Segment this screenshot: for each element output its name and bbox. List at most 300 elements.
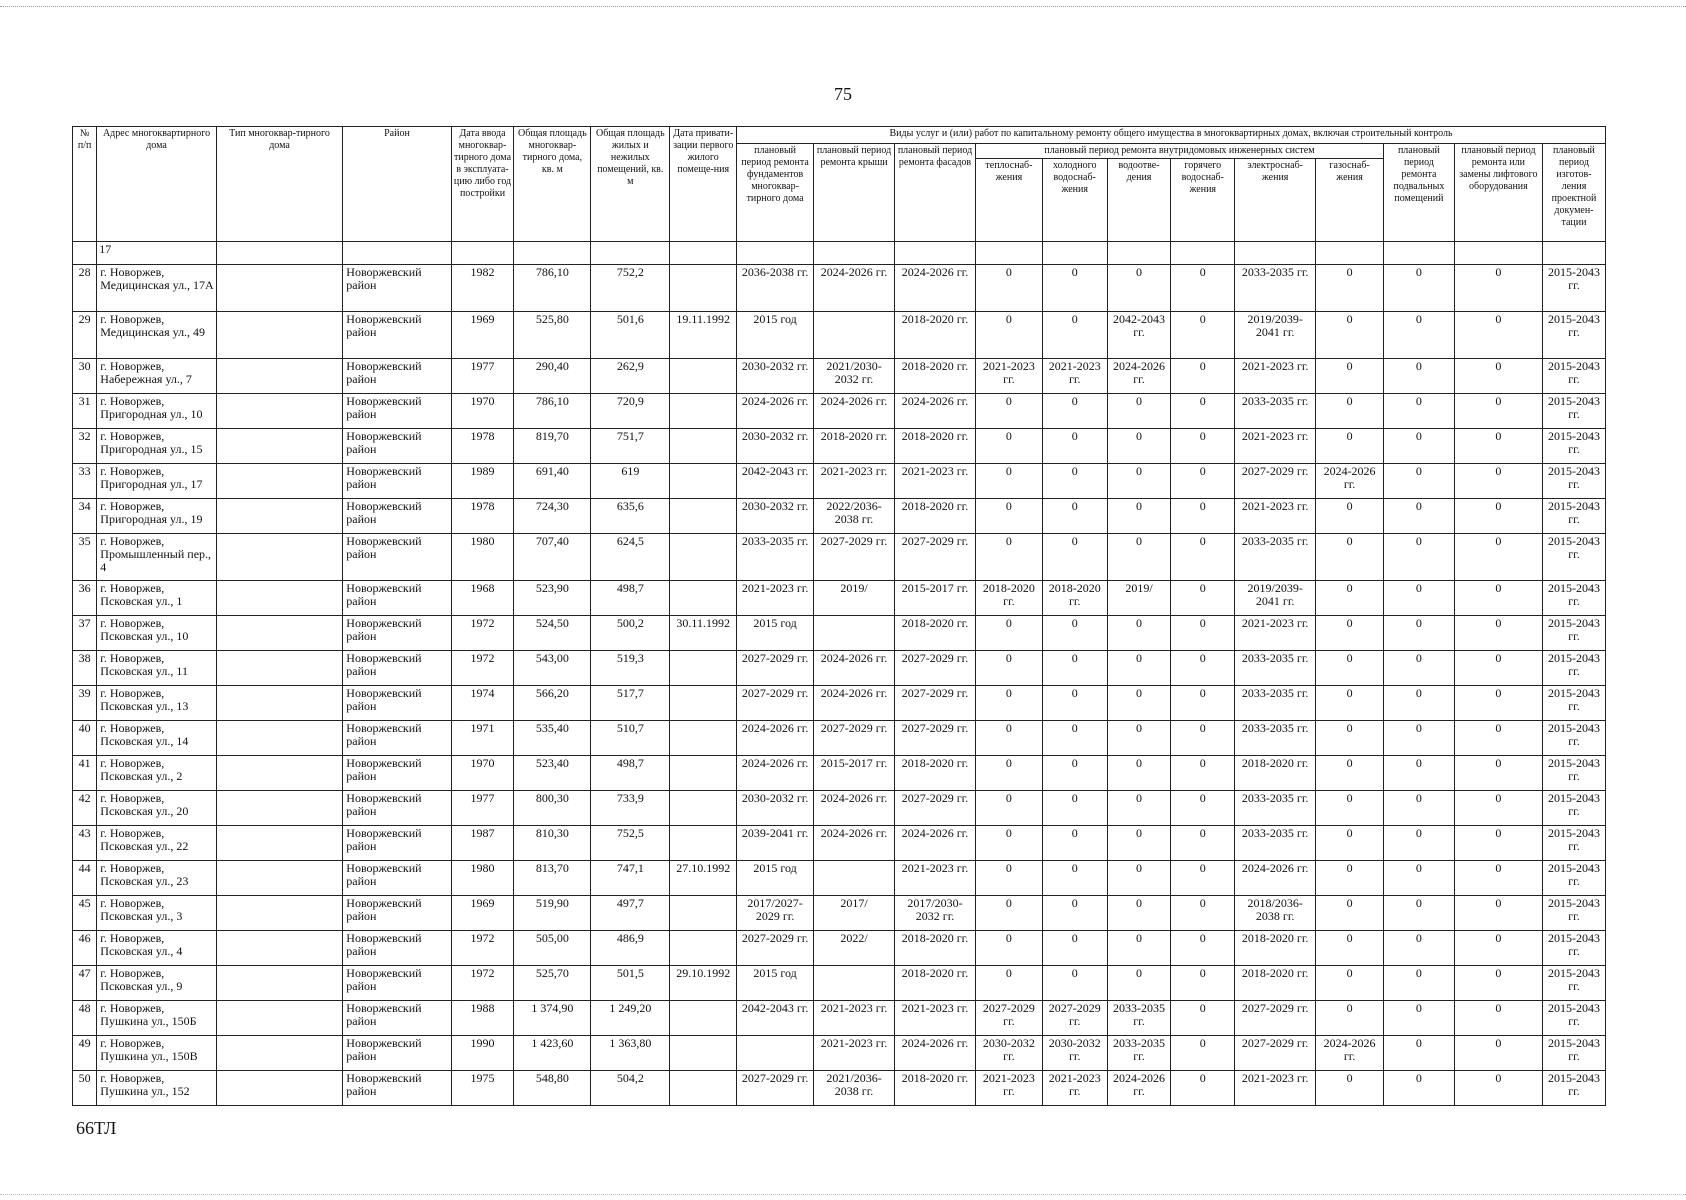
table-row (73, 464, 1606, 499)
row-living-area: 486,9 (591, 931, 670, 966)
row-cold-water: 0 (1042, 686, 1107, 721)
row-drainage: 0 (1107, 966, 1171, 1001)
table-row (73, 429, 1606, 464)
row-design-doc: 2015-2043 гг. (1542, 756, 1605, 791)
row-foundation: 2015 год (737, 312, 814, 359)
row-year: 1972 (451, 651, 514, 686)
row-living-area: 501,5 (591, 966, 670, 1001)
row-electric: 2027-2029 гг. (1235, 464, 1316, 499)
row-privatization-date: 27.10.1992 (670, 861, 737, 896)
row-hot-water: 0 (1171, 791, 1235, 826)
row-design-doc: 2015-2043 гг. (1542, 581, 1605, 616)
row-year: 1988 (451, 1001, 514, 1036)
row-electric: 2027-2029 гг. (1235, 1036, 1316, 1071)
row-facade: 2024-2026 гг. (895, 394, 976, 429)
row-hot-water: 0 (1171, 464, 1235, 499)
table-row (73, 826, 1606, 861)
row-address: г. Новоржев, Псковская ул., 10 (97, 616, 216, 651)
header-roof: плановый период ремонта крыши (814, 144, 895, 242)
row-facade: 2015-2017 гг. (895, 581, 976, 616)
row-living-area: 262,9 (591, 359, 670, 394)
row-living-area: 720,9 (591, 394, 670, 429)
row-drainage: 2024-2026 гг. (1107, 359, 1171, 394)
row-foundation: 2030-2032 гг. (737, 791, 814, 826)
row-elevator: 0 (1454, 581, 1542, 616)
row-foundation: 2030-2032 гг. (737, 359, 814, 394)
header-elevator: плановый период ремонта или замены лифтового оборудования (1454, 144, 1542, 242)
row-foundation: 2017/2027-2029 гг. (737, 896, 814, 931)
row-heat: 2021-2023 гг. (976, 359, 1043, 394)
table-row (73, 931, 1606, 966)
row-heat: 0 (976, 534, 1043, 581)
row-drainage: 2033-2035 гг. (1107, 1036, 1171, 1071)
row-design-doc: 2015-2043 гг. (1542, 359, 1605, 394)
row-heat: 0 (976, 861, 1043, 896)
row-hot-water: 0 (1171, 931, 1235, 966)
row-privatization-date (670, 1071, 737, 1106)
row-district: Новоржевский район (343, 756, 451, 791)
row-cold-water: 0 (1042, 312, 1107, 359)
row-address: г. Новоржев, Медицинская ул., 49 (97, 312, 216, 359)
row-design-doc: 2015-2043 гг. (1542, 499, 1605, 534)
row-privatization-date (670, 1036, 737, 1071)
row-heat: 2021-2023 гг. (976, 1071, 1043, 1106)
row-design-doc: 2015-2043 гг. (1542, 826, 1605, 861)
row-cold-water: 0 (1042, 464, 1107, 499)
row-type (216, 359, 343, 394)
row-year: 1972 (451, 931, 514, 966)
header-total-area: Общая площадь многоквар-тирного дома, кв. м (514, 127, 591, 242)
row-elevator: 0 (1454, 651, 1542, 686)
table-row (73, 616, 1606, 651)
row-number: 44 (73, 861, 97, 896)
table-row (73, 394, 1606, 429)
row-foundation: 2024-2026 гг. (737, 721, 814, 756)
row-gas: 0 (1316, 791, 1384, 826)
row-foundation: 2027-2029 гг. (737, 1071, 814, 1106)
row-electric: 2033-2035 гг. (1235, 394, 1316, 429)
row-year: 1971 (451, 721, 514, 756)
row-living-area: 751,7 (591, 429, 670, 464)
row-type (216, 651, 343, 686)
row-drainage: 0 (1107, 265, 1171, 312)
row-gas: 0 (1316, 756, 1384, 791)
row-type (216, 1001, 343, 1036)
row-elevator: 0 (1454, 1071, 1542, 1106)
row-basement: 0 (1383, 429, 1454, 464)
table-row (73, 359, 1606, 394)
row-type (216, 966, 343, 1001)
row-electric: 2018-2020 гг. (1235, 966, 1316, 1001)
row-drainage: 0 (1107, 394, 1171, 429)
row-type (216, 464, 343, 499)
row-district: Новоржевский район (343, 686, 451, 721)
row-privatization-date: 30.11.1992 (670, 616, 737, 651)
row-cold-water: 0 (1042, 534, 1107, 581)
row-electric: 2019/2039-2041 гг. (1235, 312, 1316, 359)
row-electric: 2018-2020 гг. (1235, 931, 1316, 966)
row-roof (814, 616, 895, 651)
table-row (73, 721, 1606, 756)
row-type (216, 265, 343, 312)
row-number: 30 (73, 359, 97, 394)
row-electric: 2021-2023 гг. (1235, 429, 1316, 464)
row-cold-water: 0 (1042, 265, 1107, 312)
row-type (216, 394, 343, 429)
row-cold-water: 0 (1042, 966, 1107, 1001)
row-year: 1977 (451, 359, 514, 394)
header-type: Тип многоквар-тирного дома (216, 127, 343, 242)
row-number: 45 (73, 896, 97, 931)
row-address: г. Новоржев, Пушкина ул., 150Б (97, 1001, 216, 1036)
row-drainage: 2019/ (1107, 581, 1171, 616)
row-basement: 0 (1383, 1036, 1454, 1071)
row-heat: 0 (976, 931, 1043, 966)
row-district: Новоржевский район (343, 359, 451, 394)
row-roof: 2024-2026 гг. (814, 394, 895, 429)
row-gas: 0 (1316, 651, 1384, 686)
row-living-area: 752,5 (591, 826, 670, 861)
table-row (73, 499, 1606, 534)
row-electric: 2021-2023 гг. (1235, 359, 1316, 394)
table-row (73, 312, 1606, 359)
table-row (73, 966, 1606, 1001)
header-privatization-date: Дата привати-зации первого жилого помеще-ния (670, 127, 737, 242)
continuation-text: 17 (97, 242, 216, 265)
row-gas: 0 (1316, 721, 1384, 756)
row-roof: 2021/2036-2038 гг. (814, 1071, 895, 1106)
row-drainage: 2024-2026 гг. (1107, 1071, 1171, 1106)
row-hot-water: 0 (1171, 1001, 1235, 1036)
row-facade: 2018-2020 гг. (895, 312, 976, 359)
row-basement: 0 (1383, 686, 1454, 721)
row-design-doc: 2015-2043 гг. (1542, 686, 1605, 721)
row-gas: 0 (1316, 1001, 1384, 1036)
row-privatization-date (670, 534, 737, 581)
row-number: 43 (73, 826, 97, 861)
row-cold-water: 0 (1042, 826, 1107, 861)
row-electric: 2018/2036-2038 гг. (1235, 896, 1316, 931)
row-basement: 0 (1383, 1071, 1454, 1106)
page-number: 75 (834, 84, 852, 104)
row-foundation: 2033-2035 гг. (737, 534, 814, 581)
row-privatization-date (670, 651, 737, 686)
row-elevator: 0 (1454, 721, 1542, 756)
row-gas: 0 (1316, 826, 1384, 861)
row-design-doc: 2015-2043 гг. (1542, 312, 1605, 359)
header-basement: плановый период ремонта подвальных помещений (1383, 144, 1454, 242)
row-cold-water: 0 (1042, 791, 1107, 826)
header-works-group: Виды услуг и (или) работ по капитальному ремонту общего имущества в многоквартирных домах, включая строительный контроль (737, 127, 1606, 144)
row-total-area: 523,40 (514, 756, 591, 791)
row-heat: 0 (976, 791, 1043, 826)
row-year: 1980 (451, 534, 514, 581)
row-privatization-date (670, 721, 737, 756)
row-basement: 0 (1383, 651, 1454, 686)
row-hot-water: 0 (1171, 394, 1235, 429)
row-district: Новоржевский район (343, 966, 451, 1001)
row-roof: 2021/2030-2032 гг. (814, 359, 895, 394)
row-privatization-date (670, 581, 737, 616)
row-cold-water: 2018-2020 гг. (1042, 581, 1107, 616)
header-drainage: водоотве-дения (1107, 159, 1171, 242)
row-elevator: 0 (1454, 896, 1542, 931)
header-address: Адрес многоквартирного дома (97, 127, 216, 242)
row-type (216, 721, 343, 756)
row-heat: 0 (976, 966, 1043, 1001)
table-row (73, 651, 1606, 686)
row-roof: 2018-2020 гг. (814, 429, 895, 464)
row-type (216, 429, 343, 464)
row-design-doc: 2015-2043 гг. (1542, 896, 1605, 931)
row-hot-water: 0 (1171, 721, 1235, 756)
row-district: Новоржевский район (343, 394, 451, 429)
table-row (73, 896, 1606, 931)
row-drainage: 0 (1107, 534, 1171, 581)
row-gas: 0 (1316, 394, 1384, 429)
row-facade: 2024-2026 гг. (895, 265, 976, 312)
row-roof: 2024-2026 гг. (814, 826, 895, 861)
row-type (216, 1036, 343, 1071)
row-electric: 2024-2026 гг. (1235, 861, 1316, 896)
row-elevator: 0 (1454, 756, 1542, 791)
row-elevator: 0 (1454, 534, 1542, 581)
row-year: 1978 (451, 429, 514, 464)
row-district: Новоржевский район (343, 791, 451, 826)
header-cold-water: холодного водоснаб-жения (1042, 159, 1107, 242)
row-facade: 2018-2020 гг. (895, 429, 976, 464)
row-heat: 0 (976, 394, 1043, 429)
row-gas: 0 (1316, 265, 1384, 312)
header-num: № п/п (73, 127, 97, 242)
row-elevator: 0 (1454, 791, 1542, 826)
row-cold-water: 2030-2032 гг. (1042, 1036, 1107, 1071)
row-living-area: 752,2 (591, 265, 670, 312)
row-privatization-date (670, 791, 737, 826)
row-facade: 2021-2023 гг. (895, 464, 976, 499)
row-drainage: 0 (1107, 791, 1171, 826)
row-drainage: 0 (1107, 826, 1171, 861)
header-foundation: плановый период ремонта фундаментов многоквар-тирного дома (737, 144, 814, 242)
row-facade: 2018-2020 гг. (895, 966, 976, 1001)
row-gas: 0 (1316, 931, 1384, 966)
row-cold-water: 0 (1042, 861, 1107, 896)
row-facade: 2027-2029 гг. (895, 534, 976, 581)
row-year: 1978 (451, 499, 514, 534)
row-heat: 0 (976, 616, 1043, 651)
row-design-doc: 2015-2043 гг. (1542, 429, 1605, 464)
row-district: Новоржевский район (343, 1071, 451, 1106)
capital-repair-table (72, 126, 1606, 1106)
row-type (216, 534, 343, 581)
row-number: 42 (73, 791, 97, 826)
row-district: Новоржевский район (343, 721, 451, 756)
row-basement: 0 (1383, 966, 1454, 1001)
row-basement: 0 (1383, 791, 1454, 826)
row-year: 1989 (451, 464, 514, 499)
row-district: Новоржевский район (343, 616, 451, 651)
row-gas: 0 (1316, 686, 1384, 721)
row-district: Новоржевский район (343, 1036, 451, 1071)
row-facade: 2027-2029 гг. (895, 791, 976, 826)
row-address: г. Новоржев, Псковская ул., 11 (97, 651, 216, 686)
row-design-doc: 2015-2043 гг. (1542, 265, 1605, 312)
row-number: 31 (73, 394, 97, 429)
row-heat: 0 (976, 686, 1043, 721)
row-living-area: 519,3 (591, 651, 670, 686)
row-basement: 0 (1383, 534, 1454, 581)
row-district: Новоржевский район (343, 861, 451, 896)
row-facade: 2024-2026 гг. (895, 826, 976, 861)
row-number: 34 (73, 499, 97, 534)
row-roof: 2017/ (814, 896, 895, 931)
row-heat: 0 (976, 464, 1043, 499)
row-type (216, 896, 343, 931)
header-heat: теплоснаб-жения (976, 159, 1043, 242)
row-elevator: 0 (1454, 686, 1542, 721)
row-design-doc: 2015-2043 гг. (1542, 464, 1605, 499)
row-basement: 0 (1383, 464, 1454, 499)
row-roof (814, 966, 895, 1001)
row-drainage: 0 (1107, 861, 1171, 896)
row-district: Новоржевский район (343, 312, 451, 359)
row-foundation: 2024-2026 гг. (737, 756, 814, 791)
row-number: 39 (73, 686, 97, 721)
row-electric: 2021-2023 гг. (1235, 616, 1316, 651)
row-drainage: 0 (1107, 721, 1171, 756)
row-type (216, 499, 343, 534)
row-basement: 0 (1383, 312, 1454, 359)
row-total-area: 505,00 (514, 931, 591, 966)
row-total-area: 566,20 (514, 686, 591, 721)
row-drainage: 2033-2035 гг. (1107, 1001, 1171, 1036)
scan-edge-bottom (0, 1194, 1686, 1195)
row-gas: 0 (1316, 581, 1384, 616)
row-elevator: 0 (1454, 265, 1542, 312)
row-basement: 0 (1383, 931, 1454, 966)
row-hot-water: 0 (1171, 826, 1235, 861)
row-total-area: 548,80 (514, 1071, 591, 1106)
row-design-doc: 2015-2043 гг. (1542, 616, 1605, 651)
row-foundation: 2039-2041 гг. (737, 826, 814, 861)
row-electric: 2033-2035 гг. (1235, 534, 1316, 581)
row-privatization-date (670, 429, 737, 464)
row-drainage: 0 (1107, 931, 1171, 966)
header-district: Район (343, 127, 451, 242)
header-year: Дата ввода многоквар-тирного дома в эксплуата-цию либо год постройки (451, 127, 514, 242)
row-heat: 0 (976, 265, 1043, 312)
row-heat: 0 (976, 896, 1043, 931)
row-type (216, 931, 343, 966)
row-living-area: 619 (591, 464, 670, 499)
row-elevator: 0 (1454, 861, 1542, 896)
row-district: Новоржевский район (343, 464, 451, 499)
row-year: 1987 (451, 826, 514, 861)
row-hot-water: 0 (1171, 616, 1235, 651)
row-type (216, 756, 343, 791)
header-living-area: Общая площадь жилых и нежилых помещений, кв. м (591, 127, 670, 242)
row-total-area: 810,30 (514, 826, 591, 861)
row-address: г. Новоржев, Псковская ул., 23 (97, 861, 216, 896)
row-living-area: 517,7 (591, 686, 670, 721)
row-facade: 2018-2020 гг. (895, 756, 976, 791)
row-basement: 0 (1383, 616, 1454, 651)
row-type (216, 312, 343, 359)
row-roof: 2019/ (814, 581, 895, 616)
row-foundation: 2030-2032 гг. (737, 429, 814, 464)
row-cold-water: 2021-2023 гг. (1042, 359, 1107, 394)
row-district: Новоржевский район (343, 651, 451, 686)
row-hot-water: 0 (1171, 429, 1235, 464)
row-number: 32 (73, 429, 97, 464)
row-foundation: 2015 год (737, 861, 814, 896)
row-living-area: 504,2 (591, 1071, 670, 1106)
row-facade: 2021-2023 гг. (895, 861, 976, 896)
row-hot-water: 0 (1171, 756, 1235, 791)
row-district: Новоржевский район (343, 265, 451, 312)
row-district: Новоржевский район (343, 429, 451, 464)
row-address: г. Новоржев, Пригородная ул., 19 (97, 499, 216, 534)
row-facade: 2024-2026 гг. (895, 1036, 976, 1071)
row-privatization-date (670, 896, 737, 931)
table-row (73, 686, 1606, 721)
row-year: 1972 (451, 966, 514, 1001)
row-address: г. Новоржев, Псковская ул., 20 (97, 791, 216, 826)
row-number: 37 (73, 616, 97, 651)
row-heat: 0 (976, 312, 1043, 359)
row-electric: 2021-2023 гг. (1235, 1071, 1316, 1106)
row-privatization-date (670, 756, 737, 791)
row-design-doc: 2015-2043 гг. (1542, 721, 1605, 756)
row-address: г. Новоржев, Набережная ул., 7 (97, 359, 216, 394)
row-hot-water: 0 (1171, 499, 1235, 534)
row-basement: 0 (1383, 499, 1454, 534)
row-hot-water: 0 (1171, 966, 1235, 1001)
row-facade: 2027-2029 гг. (895, 721, 976, 756)
row-year: 1975 (451, 1071, 514, 1106)
row-district: Новоржевский район (343, 581, 451, 616)
row-cold-water: 0 (1042, 429, 1107, 464)
row-cold-water: 0 (1042, 931, 1107, 966)
row-foundation: 2030-2032 гг. (737, 499, 814, 534)
row-hot-water: 0 (1171, 265, 1235, 312)
row-hot-water: 0 (1171, 651, 1235, 686)
header-gas: газоснаб-жения (1316, 159, 1384, 242)
header-electric: электроснаб-жения (1235, 159, 1316, 242)
row-total-area: 724,30 (514, 499, 591, 534)
row-total-area: 524,50 (514, 616, 591, 651)
row-total-area: 525,80 (514, 312, 591, 359)
row-electric: 2033-2035 гг. (1235, 651, 1316, 686)
row-roof: 2024-2026 гг. (814, 651, 895, 686)
row-total-area: 800,30 (514, 791, 591, 826)
row-cold-water: 2021-2023 гг. (1042, 1071, 1107, 1106)
row-living-area: 1 249,20 (591, 1001, 670, 1036)
row-number: 46 (73, 931, 97, 966)
row-roof: 2024-2026 гг. (814, 686, 895, 721)
row-foundation: 2027-2029 гг. (737, 931, 814, 966)
row-electric: 2033-2035 гг. (1235, 686, 1316, 721)
row-gas: 0 (1316, 616, 1384, 651)
row-number: 38 (73, 651, 97, 686)
row-hot-water: 0 (1171, 359, 1235, 394)
row-address: г. Новоржев, Пригородная ул., 17 (97, 464, 216, 499)
row-heat: 0 (976, 721, 1043, 756)
row-electric: 2027-2029 гг. (1235, 1001, 1316, 1036)
row-number: 29 (73, 312, 97, 359)
row-total-area: 786,10 (514, 265, 591, 312)
row-gas: 2024-2026 гг. (1316, 1036, 1384, 1071)
